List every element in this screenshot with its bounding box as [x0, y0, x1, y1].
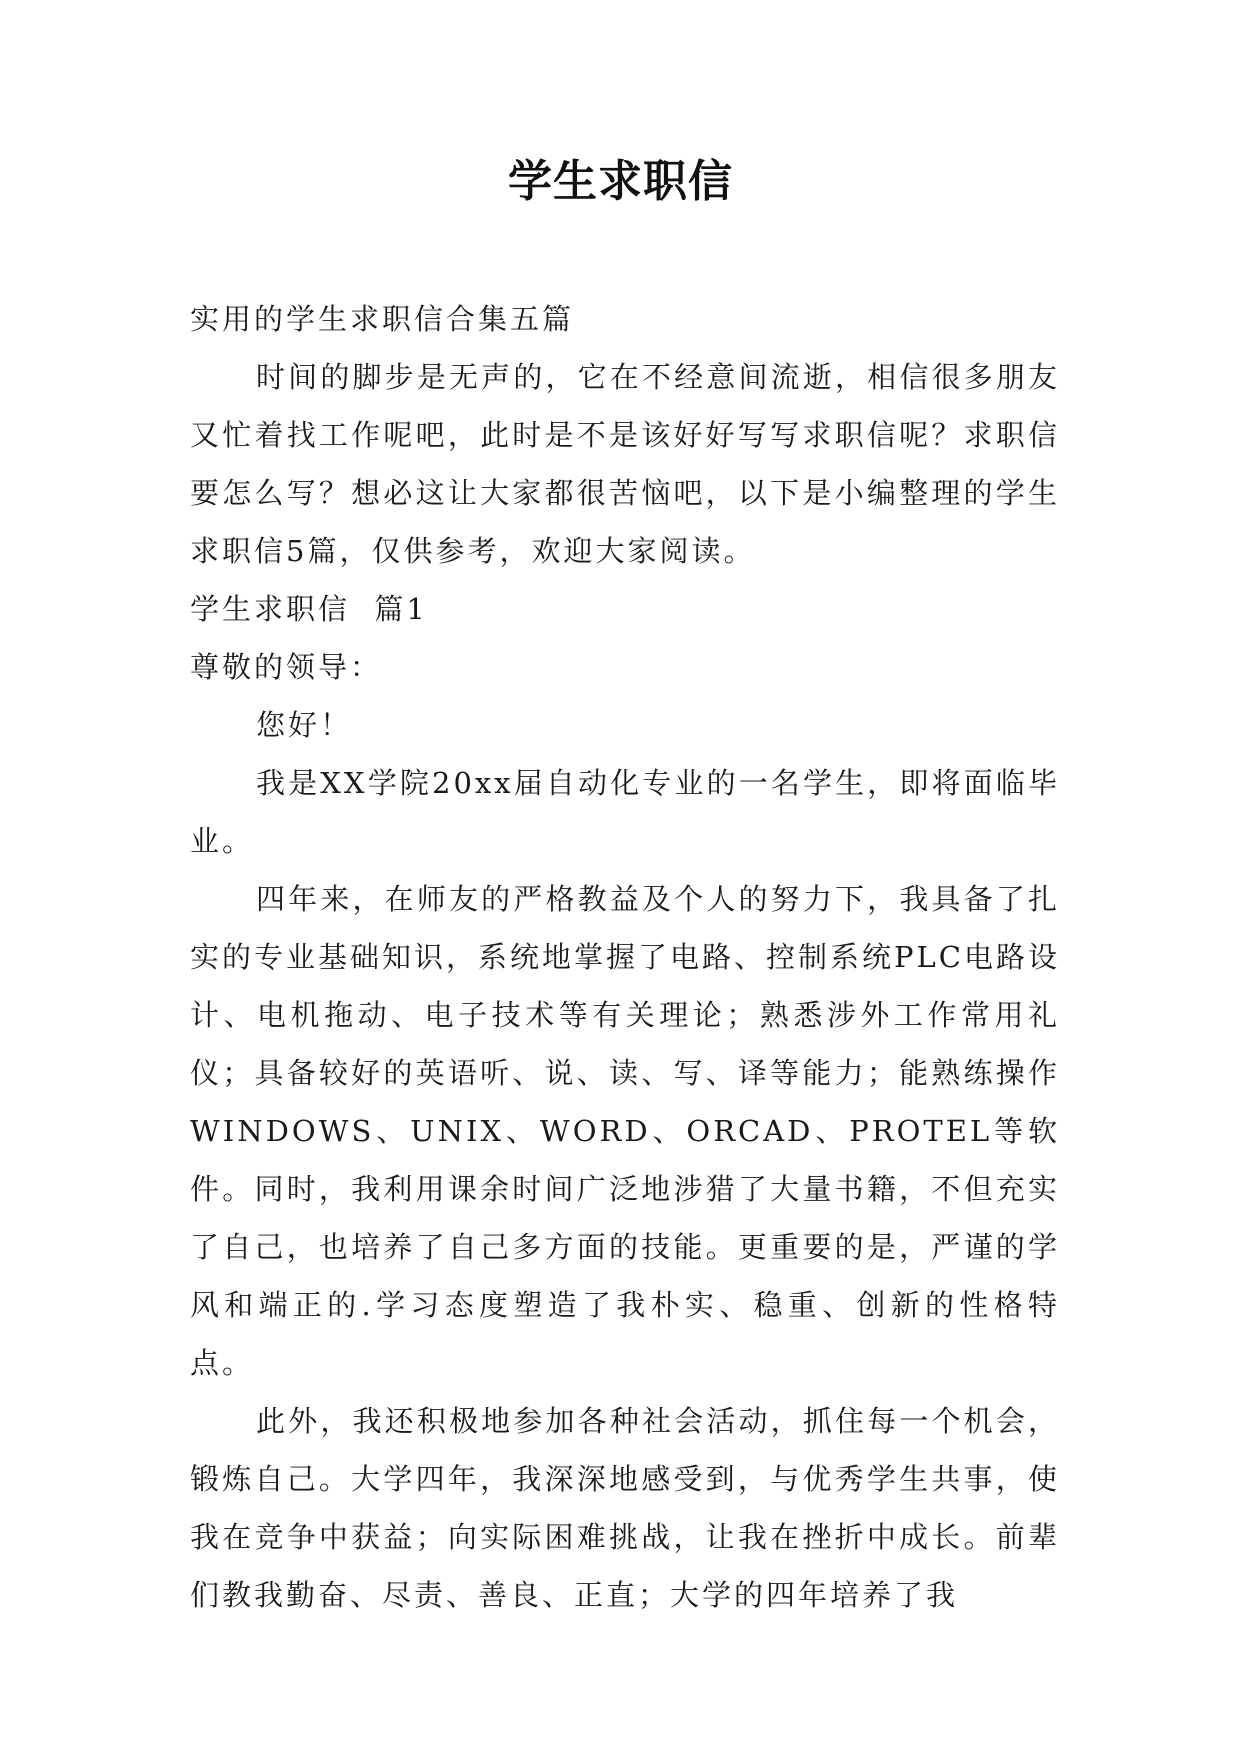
- document-body: [190, 290, 1060, 1624]
- salutation: 尊敬的领导：: [190, 650, 383, 684]
- intro-paragraph: 时间的脚步是无声的，它在不经意间流逝，相信很多朋友又忙着找工作呢吧，此时是不是该好好写写求职信呢？求职信要怎么写？想必这让大家都很苦恼吧，以下是小编整理的学生求职信5篇，仅供参考，欢迎大家阅读。: [190, 360, 1060, 568]
- page-title: 学生求职信: [508, 156, 733, 207]
- body-paragraph-2: 四年来，在师友的严格教益及个人的努力下，我具备了扎实的专业基础知识，系统地掌握了电路、控制系统PLC电路设计、电机拖动、电子技术等有关理论；熟悉涉外工作常用礼仪；具备较好的英语听、说、读、写、译等能力；能熟练操作WINDOWS、UNIX、WORD、ORCAD、PROTEL等软件。同时，我利用课余时间广泛地涉猎了大量书籍，不但充实了自己，也培养了自己多方面的技能。更重要的是，严谨的学风和端正的.学习态度塑造了我朴实、稳重、创新的性格特点。: [190, 882, 1060, 1380]
- body-paragraph-1: 我是XX学院20xx届自动化专业的一名学生，即将面临毕业。: [190, 766, 1060, 858]
- section-heading: 学生求职信 篇1: [190, 592, 428, 626]
- document-subtitle: 实用的学生求职信合集五篇: [190, 302, 575, 336]
- greeting: 您好！: [256, 708, 353, 742]
- body-paragraph-3: 此外，我还积极地参加各种社会活动，抓住每一个机会，锻炼自己。大学四年，我深深地感受到，与优秀学生共事，使我在竞争中获益；向实际困难挑战，让我在挫折中成长。前辈们教我勤奋、尽责、善良、正直；大学的四年培养了我: [190, 1404, 1060, 1612]
